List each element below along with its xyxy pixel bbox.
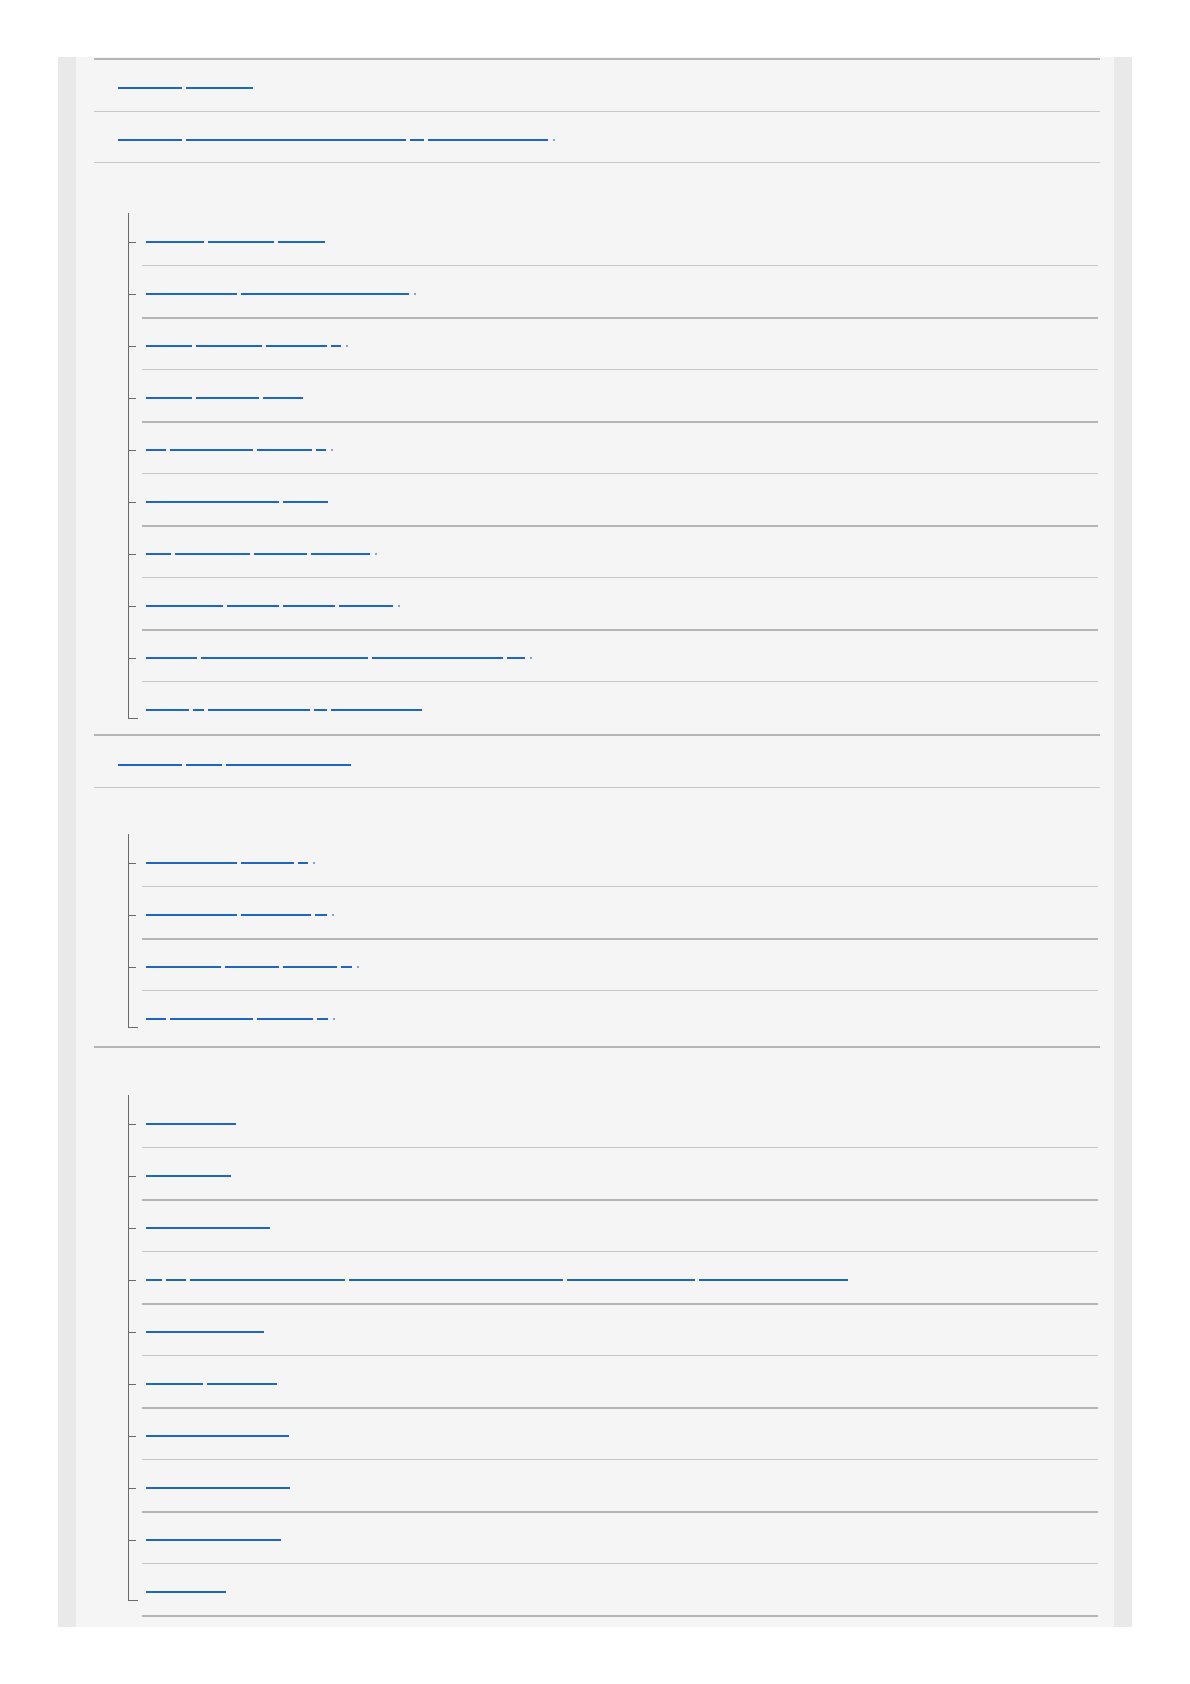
toc-subentry (146, 855, 1046, 877)
toc-subentry (146, 1324, 1046, 1346)
tree-tick (129, 1124, 136, 1125)
subentry-divider (142, 990, 1098, 991)
toc-link-segment[interactable] (341, 966, 352, 968)
toc-link-segment[interactable] (257, 1018, 313, 1020)
toc-link-segment[interactable] (208, 241, 274, 243)
toc-link-segment[interactable] (263, 397, 303, 399)
trailing-dot (333, 1018, 335, 1020)
tree-tick (129, 346, 136, 347)
toc-link-segment[interactable] (257, 449, 312, 451)
trailing-dot (414, 293, 416, 295)
toc-subentry (146, 234, 1046, 256)
toc-subentry (146, 390, 1046, 412)
subentry-divider (142, 1459, 1098, 1460)
tree-line (128, 213, 129, 718)
toc-link-segment[interactable] (567, 1279, 695, 1281)
toc-link-segment[interactable] (208, 709, 310, 711)
toc-subentry (146, 494, 1046, 516)
toc-entry (118, 757, 1018, 779)
toc-link-segment[interactable] (146, 1487, 290, 1489)
toc-link-segment[interactable] (196, 397, 259, 399)
toc-link-segment[interactable] (283, 605, 335, 607)
tree-tick (129, 606, 136, 607)
toc-link-segment[interactable] (146, 709, 189, 711)
toc-link-segment[interactable] (118, 139, 182, 141)
toc-link-segment[interactable] (146, 1383, 203, 1385)
toc-link-segment[interactable] (331, 345, 341, 347)
toc-subentry (146, 1116, 1046, 1138)
subentry-divider (142, 886, 1098, 887)
toc-link-segment[interactable] (146, 1539, 281, 1541)
top-divider (94, 58, 1100, 60)
tree-tick (129, 242, 136, 243)
tree-tick (129, 450, 136, 451)
tree-tick (129, 1488, 136, 1489)
section-divider (94, 1046, 1100, 1048)
entry-divider (94, 111, 1100, 112)
toc-link-segment[interactable] (317, 1018, 328, 1020)
toc-subentry (146, 598, 1046, 620)
toc-subentry (146, 1168, 1046, 1190)
tree-tick (129, 502, 136, 503)
toc-link-segment[interactable] (349, 1279, 563, 1281)
tree-tick (129, 1332, 136, 1333)
toc-link-segment[interactable] (190, 1279, 345, 1281)
subentry-divider (142, 369, 1098, 370)
toc-link-segment[interactable] (146, 1591, 226, 1593)
trailing-dot (346, 345, 348, 347)
toc-link-segment[interactable] (699, 1279, 848, 1281)
tree-tick (129, 1228, 136, 1229)
subentry-divider (142, 473, 1098, 474)
toc-link-segment[interactable] (226, 764, 351, 766)
trailing-dot (530, 657, 532, 659)
tree-end-tick (128, 1600, 138, 1601)
entry-divider (94, 162, 1100, 163)
toc-link-segment[interactable] (146, 241, 204, 243)
toc-link-segment[interactable] (146, 1279, 162, 1281)
toc-link-segment[interactable] (146, 1227, 270, 1229)
toc-link-segment[interactable] (146, 553, 171, 555)
toc-link-segment[interactable] (507, 657, 525, 659)
subentry-divider (142, 629, 1098, 631)
toc-link-segment[interactable] (146, 966, 221, 968)
subentry-divider (142, 1147, 1098, 1148)
subentry-divider (142, 1303, 1098, 1305)
tree-tick (129, 1280, 136, 1281)
toc-link-segment[interactable] (146, 397, 192, 399)
toc-link-segment[interactable] (241, 293, 409, 295)
toc-subentry (146, 442, 1046, 464)
toc-subentry (146, 286, 1046, 308)
toc-link-segment[interactable] (266, 345, 327, 347)
toc-link-segment[interactable] (339, 605, 393, 607)
toc-link-segment[interactable] (146, 1435, 289, 1437)
subentry-divider (142, 265, 1098, 266)
subentry-divider (142, 577, 1098, 578)
toc-subentry (146, 1480, 1046, 1502)
toc-link-segment[interactable] (241, 914, 311, 916)
subentry-divider (142, 681, 1098, 682)
toc-link-segment[interactable] (146, 1331, 264, 1333)
toc-link-segment[interactable] (186, 764, 222, 766)
tree-tick (129, 398, 136, 399)
toc-link-segment[interactable] (207, 1383, 277, 1385)
tree-line (128, 1095, 129, 1600)
subentry-divider (142, 421, 1098, 423)
subentry-divider (142, 1563, 1098, 1564)
toc-link-segment[interactable] (146, 1123, 236, 1125)
toc-link-segment[interactable] (283, 501, 328, 503)
trailing-dot (313, 862, 315, 864)
subentry-divider (142, 525, 1098, 527)
trailing-dot (553, 139, 555, 141)
toc-link-segment[interactable] (316, 449, 326, 451)
trailing-dot (332, 914, 334, 916)
subentry-divider (142, 1615, 1098, 1617)
toc-link-segment[interactable] (227, 605, 279, 607)
subentry-divider (142, 1355, 1098, 1356)
toc-link-segment[interactable] (225, 966, 279, 968)
subentry-divider (142, 1407, 1098, 1409)
toc-entry (118, 80, 1018, 102)
toc-link-segment[interactable] (146, 914, 237, 916)
toc-link-segment[interactable] (146, 345, 192, 347)
toc-link-segment[interactable] (186, 139, 406, 141)
tree-tick (129, 658, 136, 659)
tree-tick (129, 915, 136, 916)
tree-tick (129, 863, 136, 864)
tree-end-tick (128, 718, 138, 719)
toc-link-segment[interactable] (278, 241, 325, 243)
toc-link-segment[interactable] (170, 1018, 253, 1020)
toc-link-segment[interactable] (196, 345, 262, 347)
toc-link-segment[interactable] (175, 553, 250, 555)
toc-link-segment[interactable] (254, 553, 307, 555)
toc-subentry (146, 338, 1046, 360)
toc-link-segment[interactable] (170, 449, 253, 451)
tree-tick (129, 554, 136, 555)
toc-entry (118, 132, 1018, 154)
toc-subentry (146, 1428, 1046, 1450)
toc-subentry (146, 907, 1046, 929)
subentry-divider (142, 1199, 1098, 1201)
toc-link-segment[interactable] (331, 709, 422, 711)
toc-link-segment[interactable] (146, 501, 279, 503)
toc-link-segment[interactable] (146, 1175, 231, 1177)
toc-link-segment[interactable] (201, 657, 368, 659)
toc-link-segment[interactable] (166, 1279, 186, 1281)
toc-link-segment[interactable] (241, 862, 294, 864)
toc-subentry (146, 1376, 1046, 1398)
toc-link-segment[interactable] (118, 87, 182, 89)
toc-link-segment[interactable] (315, 914, 327, 916)
toc-subentry (146, 546, 1046, 568)
toc-subentry (146, 1011, 1046, 1033)
trailing-dot (331, 449, 333, 451)
tree-tick (129, 1384, 136, 1385)
toc-link-segment[interactable] (283, 966, 337, 968)
tree-tick (129, 967, 136, 968)
toc-subentry (146, 702, 1046, 724)
toc-link-segment[interactable] (428, 139, 548, 141)
toc-subentry (146, 1532, 1046, 1554)
toc-link-segment[interactable] (118, 764, 182, 766)
toc-link-segment[interactable] (311, 553, 370, 555)
toc-subentry (146, 650, 1046, 672)
toc-link-segment[interactable] (410, 139, 424, 141)
toc-link-segment[interactable] (186, 87, 253, 89)
toc-link-segment[interactable] (372, 657, 503, 659)
tree-tick (129, 1436, 136, 1437)
tree-tick (129, 1176, 136, 1177)
entry-divider (94, 787, 1100, 788)
toc-link-segment[interactable] (298, 862, 308, 864)
subentry-divider (142, 1251, 1098, 1252)
tree-end-tick (128, 1027, 138, 1028)
toc-link-segment[interactable] (146, 1018, 166, 1020)
toc-link-segment[interactable] (146, 293, 237, 295)
toc-link-segment[interactable] (193, 709, 204, 711)
tree-tick (129, 294, 136, 295)
subentry-divider (142, 317, 1098, 319)
toc-subentry (146, 1584, 1046, 1606)
trailing-dot (357, 966, 359, 968)
trailing-dot (375, 553, 377, 555)
toc-subentry (146, 1220, 1046, 1242)
toc-subentry (146, 1272, 1046, 1294)
toc-subentry (146, 959, 1046, 981)
toc-link-segment[interactable] (314, 709, 327, 711)
trailing-dot (398, 605, 400, 607)
tree-tick (129, 1540, 136, 1541)
section-divider (94, 734, 1100, 736)
subentry-divider (142, 938, 1098, 940)
toc-link-segment[interactable] (146, 449, 166, 451)
toc-link-segment[interactable] (146, 862, 237, 864)
subentry-divider (142, 1511, 1098, 1513)
toc-link-segment[interactable] (146, 657, 197, 659)
toc-link-segment[interactable] (146, 605, 223, 607)
